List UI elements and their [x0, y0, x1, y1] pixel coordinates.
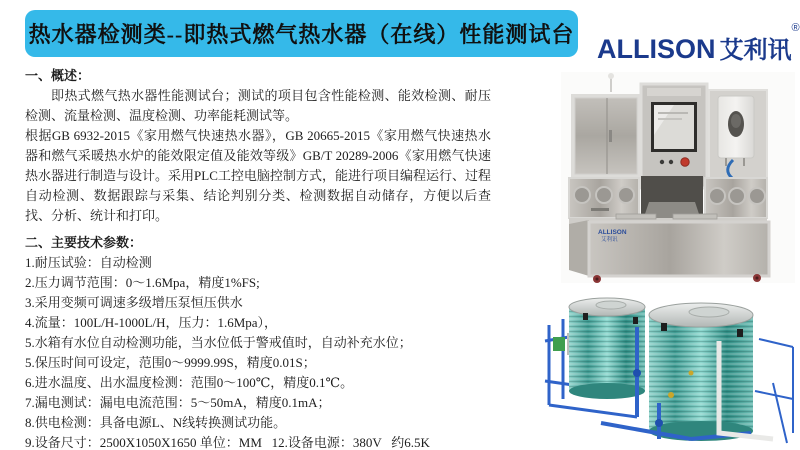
content-column: [25, 66, 491, 450]
spec-item: 4.流量：100L/H-1000L/H，压力：1.6Mpa），: [25, 315, 278, 330]
spec-item: 9.设备尺寸：2500X1050X1650 单位：MM 12.设备电源：380V 约6.5K: [25, 435, 430, 450]
spec-item: 5.保压时间可设定，范围0～9999.99S，精度0.01S；: [25, 355, 316, 370]
tray: [673, 214, 717, 219]
page-title: 热水器检测类--即热式燃气热水器（在线）性能测试台: [28, 22, 575, 47]
water-heater-unit: [718, 96, 754, 166]
spec-item: 5.水箱有水位自动检测功能，当水位低于警戒值时，自动补充水位；: [25, 335, 412, 350]
center-recess: [641, 176, 703, 220]
water-tanks-photo: [541, 283, 799, 450]
tray: [616, 214, 656, 219]
gauge-panel-right: [705, 178, 767, 218]
panel-button: [660, 160, 664, 164]
spec-item: 6.进水温度、出水温度检测：范围0～100℃，精度0.1℃。: [25, 375, 354, 390]
specs-heading: 二、主要技术参数：: [25, 235, 143, 250]
pump-unit: [553, 337, 565, 351]
gauge-panel-left: [569, 178, 639, 218]
registered-mark: ®: [791, 22, 800, 34]
spec-item: 3.采用变频可调速多级增压泵恒压供水: [25, 295, 243, 310]
spec-item: 8.供电检测：具备电源L、N线转换测试功能。: [25, 415, 287, 430]
test-bench-photo: [561, 72, 795, 284]
pipe-valve: [655, 419, 663, 427]
spec-item: 1.耐压试验：自动检测: [25, 255, 152, 270]
machine-brand-label: ALLISON: [598, 229, 627, 236]
brand-name-en: ALLISON: [597, 34, 716, 64]
touchscreen: [651, 102, 697, 152]
brand-logo: [597, 22, 800, 65]
machine-brand-label-cn: 艾利讯: [601, 237, 618, 243]
control-box: [641, 84, 707, 188]
overview-heading: 一、概述：: [25, 68, 91, 83]
page-title-bar: [25, 10, 578, 57]
spec-item: 7.漏电测试：漏电电流范围：5～50mA，精度0.1mA；: [25, 395, 331, 410]
panel-button: [669, 160, 673, 164]
pipe-valve: [633, 369, 641, 377]
brand-name-cn: 艾利讯: [719, 38, 792, 64]
left-cabinet: [571, 94, 641, 178]
water-tank-left: [569, 298, 645, 399]
overview-paragraph-1: 即热式燃气热水器性能测试台；测试的项目包含性能检测、能效检测、耐压检测、流量检测、温度检测、功率能耗测试等。: [25, 88, 491, 123]
lower-cabinet: [569, 220, 769, 283]
spec-item: 2.压力调节范围：0～1.6Mpa，精度1%FS;: [25, 275, 260, 290]
overview-paragraph-2: 根据GB 6932-2015《家用燃气快速热水器》，GB 20665-2015《家用燃气快速热水器和燃气采暖热水炉的能效限定值及能效等级》GB/T 20289-2006《家用燃气快速热水器进行制造与设计。采用PLC工控电脑控制方式，能进行项目编程运行、过程自动检测、数据跟踪与采集、结论判别分类、检测数据自动储存，方便以后查找、分析、统计和打印。: [25, 128, 491, 223]
water-tank-right: [649, 303, 753, 441]
emergency-stop-button: [681, 158, 689, 166]
